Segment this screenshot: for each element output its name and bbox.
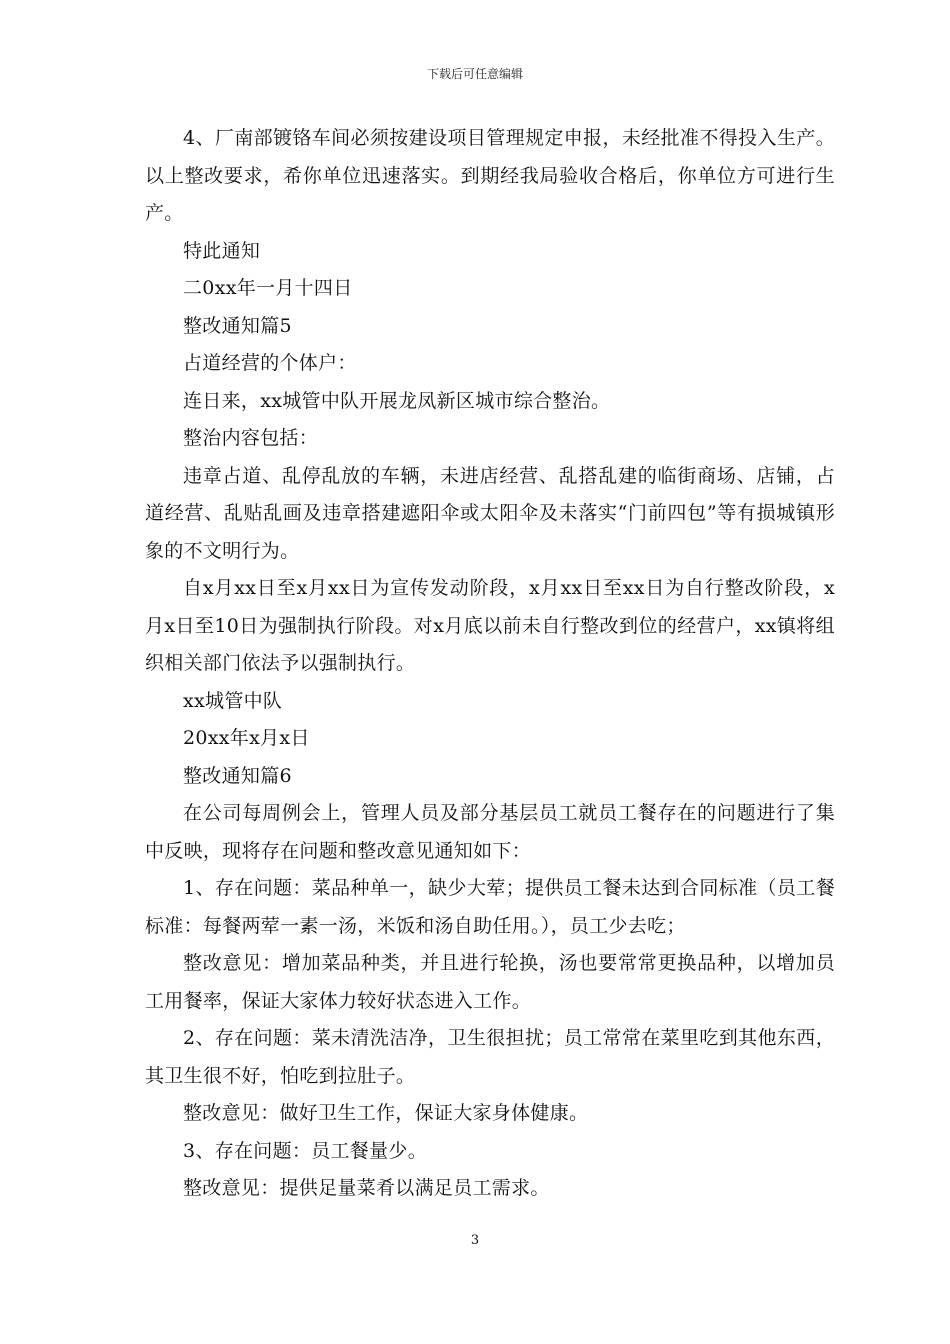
- paragraph-requirement-4: 4、厂南部镀铬车间必须按建设项目管理规定申报，未经批准不得投入生产。以上整改要求，希你单位迅速落实。到期经我局验收合格后，你单位方可进行生产。: [145, 127, 835, 224]
- paragraph-fix-3: 整改意见：提供足量菜肴以满足员工需求。: [183, 1177, 550, 1199]
- paragraph-date-1: 二0xx年一月十四日: [183, 277, 353, 299]
- paragraph-signature: xx城管中队: [183, 689, 283, 712]
- paragraph-issue-2: 2、存在问题：菜未清洗洁净，卫生很担扰；员工常常在菜里吃到其他东西，其卫生很不好，怕吃到拉肚子。: [145, 1027, 835, 1087]
- paragraph-fix-2: 整改意见：做好卫生工作，保证大家身体健康。: [183, 1102, 589, 1124]
- paragraph-violations: 违章占道、乱停乱放的车辆，未进店经营、乱搭乱建的临街商场、店铺，占道经营、乱贴乱画及违章搭建遮阳伞或太阳伞及未落实“门前四包”等有损城镇形象的不文明行为。: [145, 464, 835, 562]
- page-header: 下载后可任意编辑: [426, 67, 523, 81]
- paragraph-meeting: 在公司每周例会上，管理人员及部分基层员工就员工餐存在的问题进行了集中反映，现将存在问题和整改意见通知如下：: [145, 802, 835, 862]
- paragraph-addressee: 占道经营的个体户：: [183, 352, 357, 374]
- paragraph-issue-1: 1、存在问题：菜品种单一，缺少大荤；提供员工餐未达到合同标准（员工餐标准：每餐两荤一素一汤，米饭和汤自助任用。），员工少去吃；: [145, 877, 835, 937]
- paragraph-schedule: 自x月xx日至x月xx日为宣传发动阶段，x月xx日至xx日为自行整改阶段，x月x日至10日为强制执行阶段。对x月底以前未自行整改到位的经营户，xx镇将组织相关部门依法予以强制执行。: [145, 577, 835, 674]
- paragraph-intro: 连日来，xx城管中队开展龙凤新区城市综合整治。: [183, 389, 611, 412]
- section-title-5: 整改通知篇5: [183, 314, 292, 337]
- document-body: [145, 120, 835, 1208]
- paragraph-notice-closing: 特此通知: [183, 239, 261, 262]
- paragraph-content-heading: 整治内容包括：: [183, 427, 319, 449]
- paragraph-fix-1: 整改意见：增加菜品种类，并且进行轮换，汤也要常常更换品种，以增加员工用餐率，保证大家体力较好状态进入工作。: [145, 952, 835, 1012]
- paragraph-issue-3: 3、存在问题：员工餐量少。: [183, 1139, 427, 1162]
- page-number: 3: [470, 1233, 480, 1248]
- section-title-6: 整改通知篇6: [183, 764, 292, 787]
- paragraph-date-2: 20xx年x月x日: [183, 727, 310, 749]
